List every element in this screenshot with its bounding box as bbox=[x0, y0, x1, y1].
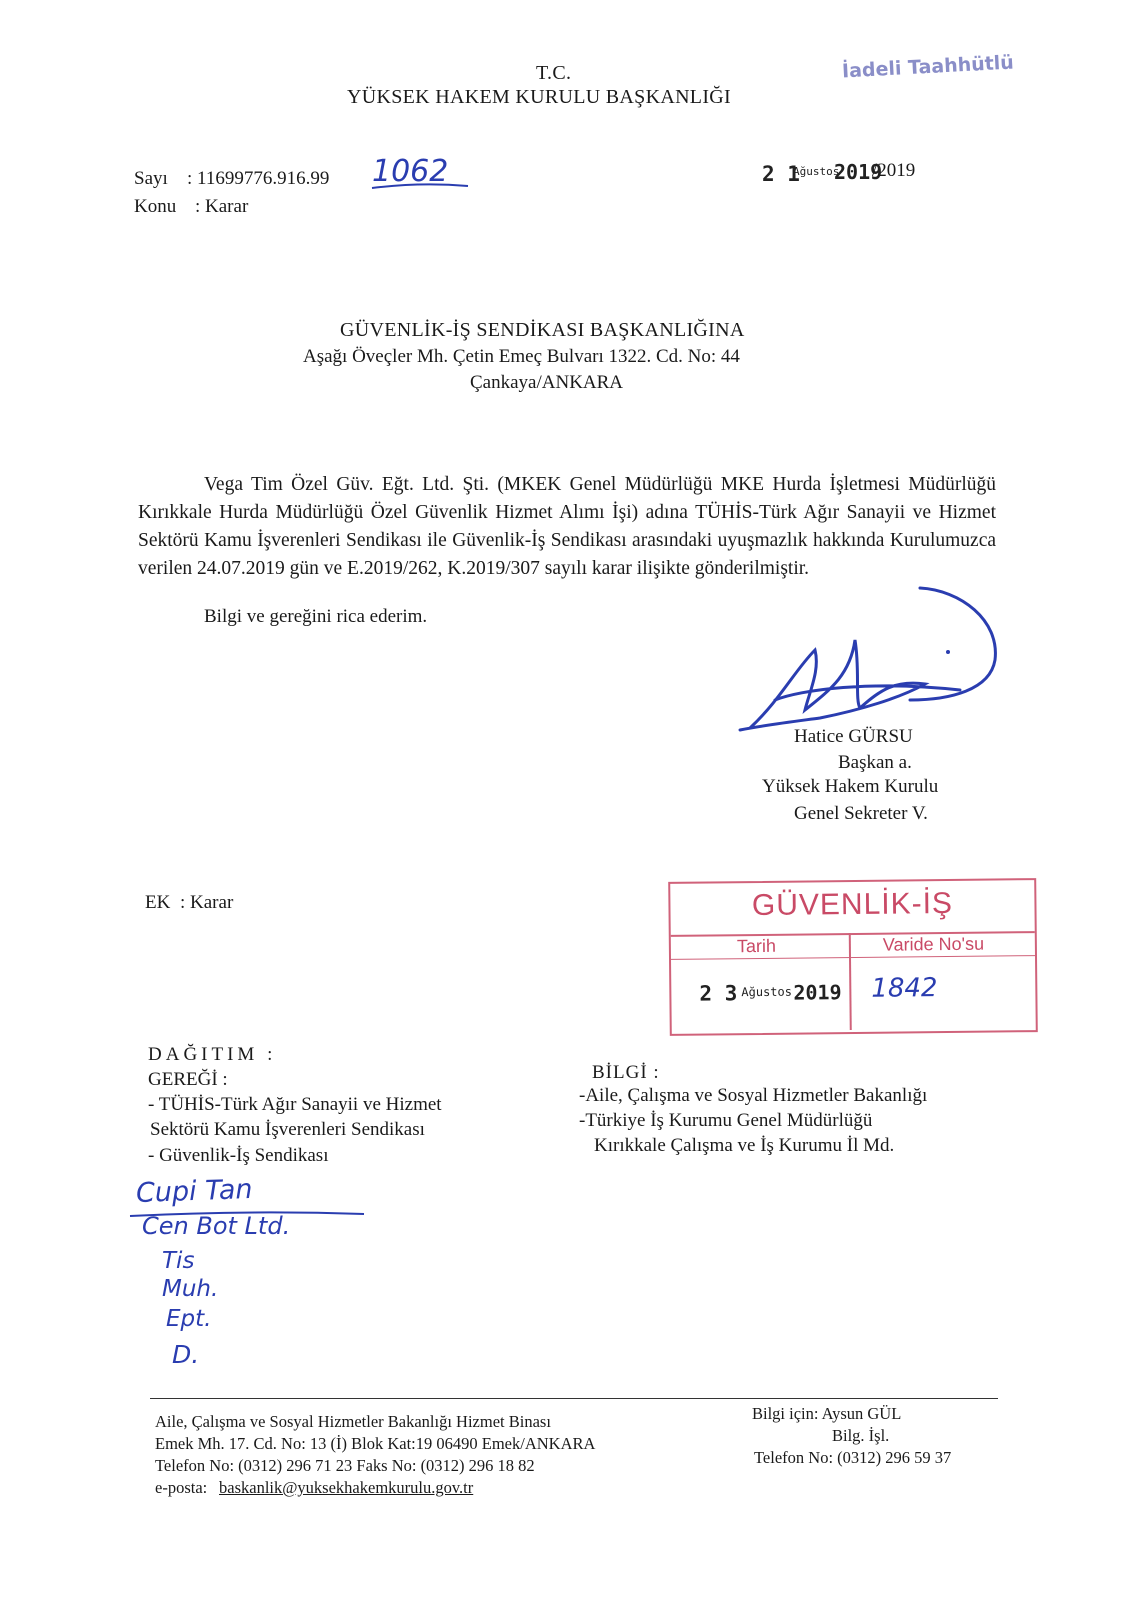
footer-email-label: e-posta: bbox=[155, 1478, 208, 1497]
bilgi-item-1: -Aile, Çalışma ve Sosyal Hizmetler Bakanlığı bbox=[579, 1085, 928, 1106]
signature-name: Hatice GÜRSU bbox=[794, 726, 913, 747]
footer-divider bbox=[150, 1398, 998, 1399]
date-suffix: /2019 bbox=[872, 160, 916, 181]
geregi-item-2: - Güvenlik-İş Sendikası bbox=[148, 1145, 329, 1166]
addressee-name: GÜVENLİK-İŞ SENDİKASI BAŞKANLIĞINA bbox=[340, 319, 745, 341]
body-closing: Bilgi ve gereğini rica ederim. bbox=[204, 606, 428, 627]
addressee-city: Çankaya/ANKARA bbox=[470, 372, 624, 393]
bilgi-item-3: Kırıkkale Çalışma ve İş Kurumu İl Md. bbox=[594, 1135, 895, 1156]
handwritten-note-4: Muh. bbox=[162, 1276, 219, 1302]
handwritten-note-1: Cupi Tan bbox=[135, 1173, 254, 1210]
footer-contact-phone: Telefon No: (0312) 296 59 37 bbox=[754, 1448, 952, 1467]
handwritten-note-5: Ept. bbox=[166, 1306, 212, 1332]
footer-address-2: Emek Mh. 17. Cd. No: 13 (İ) Blok Kat:19 06490 Emek/ANKARA bbox=[155, 1434, 596, 1453]
header-tc: T.C. bbox=[536, 62, 572, 84]
header-institution: YÜKSEK HAKEM KURULU BAŞKANLIĞI bbox=[347, 86, 731, 108]
konu-value: : Karar bbox=[195, 196, 249, 217]
konu-label: Konu bbox=[134, 196, 177, 217]
registered-mail-stamp: İadeli Taahhütlü bbox=[841, 51, 1015, 83]
stamp-number: 1842 bbox=[871, 973, 938, 1004]
handwritten-note-2: Cen Bot Ltd. bbox=[142, 1212, 291, 1240]
geregi-label: GEREĞİ : bbox=[148, 1069, 228, 1090]
sayi-handwritten-number: 1062 bbox=[372, 154, 449, 189]
stamp-column-divider bbox=[849, 933, 852, 1030]
geregi-item-1a: - TÜHİS-Türk Ağır Sanayii ve Hizmet bbox=[148, 1094, 442, 1115]
sayi-label: Sayı bbox=[134, 168, 168, 189]
signature-title-1: Başkan a. bbox=[838, 752, 912, 773]
received-stamp-org: GÜVENLİK-İŞ bbox=[751, 886, 954, 923]
attachment-value: : Karar bbox=[180, 892, 234, 913]
stamp-date-label: Tarih bbox=[736, 935, 776, 957]
handwritten-note-3: Tis bbox=[162, 1248, 195, 1274]
date-stamp-day: 2 1 bbox=[762, 162, 800, 186]
handwritten-note-6: D. bbox=[172, 1340, 200, 1369]
footer-phone: Telefon No: (0312) 296 71 23 Faks No: (0312) 296 18 82 bbox=[155, 1456, 535, 1475]
bilgi-item-2: -Türkiye İş Kurumu Genel Müdürlüğü bbox=[579, 1110, 873, 1131]
stamp-divider bbox=[671, 955, 1035, 960]
footer-address-1: Aile, Çalışma ve Sosyal Hizmetler Bakanlığı Hizmet Binası bbox=[155, 1412, 551, 1431]
bilgi-label: BİLGİ : bbox=[592, 1062, 660, 1083]
addressee-street: Aşağı Öveçler Mh. Çetin Emeç Bulvarı 1322. Cd. No: 44 bbox=[303, 346, 740, 367]
stamp-date-month: Ağustos bbox=[741, 984, 793, 1000]
stamp-date-year: 2019 bbox=[793, 980, 842, 1005]
stamp-number-label: Varide No'su bbox=[882, 933, 985, 955]
stamp-date-day: 2 3 bbox=[699, 981, 738, 1006]
geregi-item-1b: Sektörü Kamu İşverenleri Sendikası bbox=[150, 1119, 425, 1140]
handwritten-underline bbox=[370, 180, 470, 192]
signature-scribble bbox=[720, 580, 1010, 750]
attachment-label: EK bbox=[145, 892, 171, 913]
date-stamp-month: Ağustos bbox=[793, 165, 840, 178]
footer-contact-role: Bilg. İşl. bbox=[832, 1426, 890, 1445]
date-stamp-year: 2019 bbox=[834, 160, 883, 184]
received-stamp bbox=[668, 878, 1038, 1036]
signature-title-3: Genel Sekreter V. bbox=[794, 803, 928, 824]
body-paragraph: Vega Tim Özel Güv. Eğt. Ltd. Şti. (MKEK Genel Müdürlüğü MKE Hurda İşletmesi Müdürlüğü Kırıkkale Hurda Müdürlüğü Özel Güvenlik Hizmet Alımı İşi) adına TÜHİS-Türk Ağır Sanayii ve Hizmet Sektörü Kamu İşverenleri Sendikası ile Güvenlik-İş Sendikası arasındaki uyuşmazlık hakkında Kurulumuzca verilen 24.07.2019 gün ve E.2019/262, K.2019/307 sayılı karar ilişikte gönderilmiştir. bbox=[138, 474, 996, 579]
signature-title-2: Yüksek Hakem Kurulu bbox=[762, 776, 939, 797]
sayi-value: : 11699776.916.99 bbox=[187, 168, 330, 189]
footer-email-link[interactable]: baskanlik@yuksekhakemkurulu.gov.tr bbox=[219, 1478, 474, 1497]
distribution-title: DAĞITIM : bbox=[148, 1044, 277, 1065]
footer-contact-person: Bilgi için: Aysun GÜL bbox=[752, 1404, 902, 1423]
